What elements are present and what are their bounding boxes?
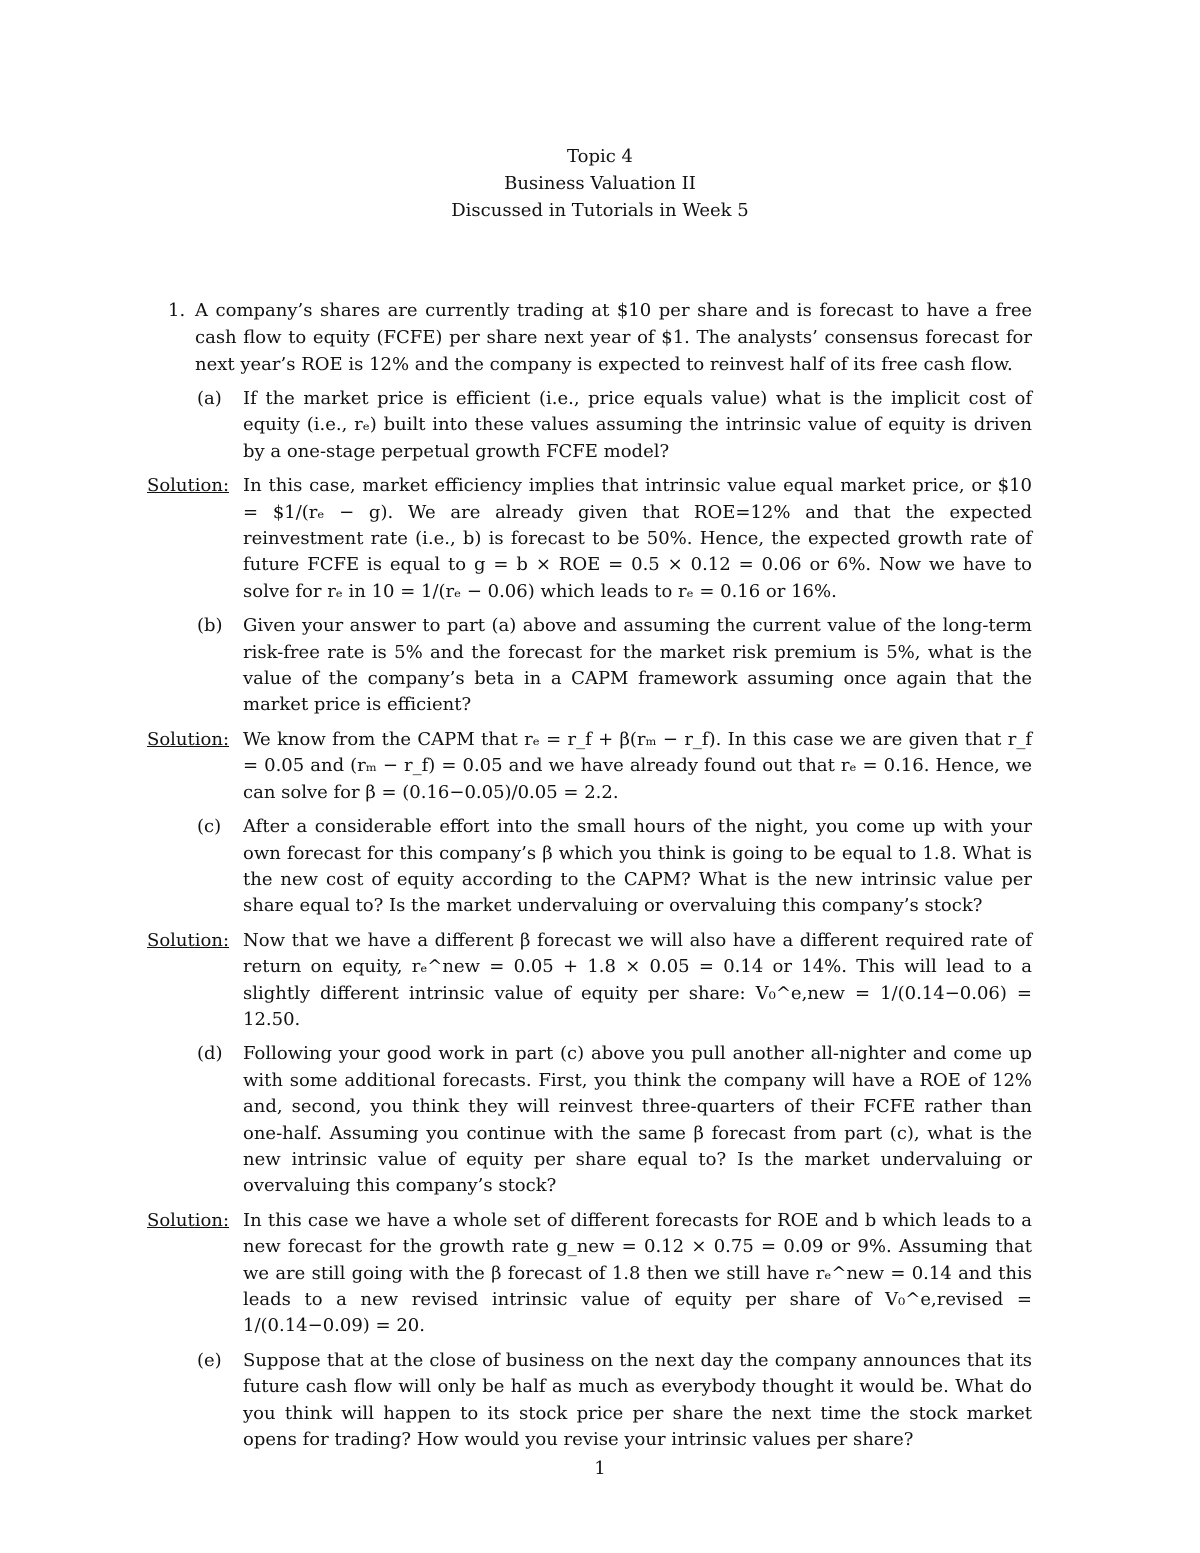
part-text: If the market price is efficient (i.e., price equals value) what is the implicit cost of equity (i.e., rₑ) built into these values assuming the intrinsic value of equity is driven by a one-stage perpetual growth FCFE model?: [243, 388, 1032, 462]
topic-subtitle: Business Valuation II: [504, 173, 696, 194]
part-b: [197, 613, 1032, 719]
part-c: [197, 814, 1032, 920]
part-label: (c): [197, 816, 222, 838]
solution-d: [147, 1208, 1032, 1340]
part-text: Given your answer to part (a) above and assuming the current value of the long-term risk-free rate is 5% and the forecast for the market risk premium is 5%, what is the value of the company’s beta in a CAPM framework assuming once again that the market price is efficient?: [243, 615, 1032, 716]
document-header: [0, 143, 1200, 224]
question-1: [168, 297, 1032, 378]
part-e: [197, 1348, 1032, 1454]
solution-label: Solution :: [147, 473, 229, 499]
solution-label: Solution :: [147, 1208, 229, 1234]
part-label: (b): [197, 615, 223, 637]
solution-a: [147, 473, 1032, 605]
solution-text: We know from the CAPM that rₑ = r_f + β(rₘ − r_f). In this case we are given that r_f = 0.05 and (rₘ − r_f) = 0.05 and we have already found out that rₑ = 0.16. Hence, we can solve for β = (0.16−0.05)/0.05 = 2.2.: [243, 728, 1032, 803]
solution-label: Solution :: [147, 727, 229, 753]
page-number: 1: [594, 1458, 606, 1479]
part-label: (d): [197, 1043, 223, 1065]
part-label: (a): [197, 388, 222, 409]
part-d: [197, 1041, 1032, 1199]
part-text: Following your good work in part (c) above you pull another all-nighter and come up with some additional forecasts. First, you think the company will have a ROE of 12% and, second, you think they will reinvest three-quarters of their FCFE rather than one-half. Assuming you continue with the same β forecast from part (c), what is the new intrinsic value of equity per share equal to? Is the market undervaluing or overvaluing this company’s stock?: [243, 1043, 1032, 1197]
solution-label: Solution :: [147, 928, 229, 954]
question-number: 1.: [168, 300, 186, 321]
solution-text: In this case we have a whole set of different forecasts for ROE and b which leads to a new forecast for the growth rate g_new = 0.12 × 0.75 = 0.09 or 9%. Assuming that we are still going with the β forecast of 1.8 then we still have rₑ^new = 0.14 and this leads to a new revised intrinsic value of equity per share of V₀^e,revised = 1/(0.14−0.09) = 20.: [243, 1209, 1032, 1337]
solution-text: Now that we have a different β forecast we will also have a different required rate of return on equity, rₑ^new = 0.05 + 1.8 × 0.05 = 0.14 or 14%. This will lead to a slightly different intrinsic value of equity per share: V₀^e,new = 1/(0.14−0.06) = 12.50.: [243, 929, 1032, 1030]
document-body: [0, 297, 1200, 1453]
tutorial-note: Discussed in Tutorials in Week 5: [451, 200, 749, 221]
question-text: A company’s shares are currently trading at $10 per share and is forecast to have a free cash flow to equity (FCFE) per share next year of $1. The analysts’ consensus forecast for next year’s ROE is 12% and the company is expected to reinvest half of its free cash flow.: [195, 300, 1032, 375]
topic-title: Topic 4: [567, 146, 633, 167]
part-label: (e): [197, 1349, 222, 1371]
solution-b: [147, 727, 1032, 806]
part-text: After a considerable effort into the small hours of the night, you come up with your own forecast for this company’s β which you think is going to be equal to 1.8. What is the new cost of equity according to the CAPM? What is the new intrinsic value per share equal to? Is the market undervaluing or overvaluing this company’s stock?: [243, 816, 1032, 917]
part-text: Suppose that at the close of business on the next day the company announces that its future cash flow will only be half as much as everybody thought it would be. What do you think will happen to its stock price per share the next time the stock market opens for trading? How would you revise your intrinsic values per share?: [243, 1349, 1032, 1451]
solution-c: [147, 928, 1032, 1034]
solution-text: In this case, market efficiency implies that intrinsic value equal market price, or $10 = $1/(rₑ − g). We are already given that ROE=12% and that the expected reinvestment rate (i.e., b) is forecast to be 50%. Hence, the expected growth rate of future FCFE is equal to g = b × ROE = 0.5 × 0.12 = 0.06 or 6%. Now we have to solve for rₑ in 10 = 1/(rₑ − 0.06) which leads to rₑ = 0.16 or 16%.: [243, 475, 1032, 602]
part-a: [197, 386, 1032, 465]
